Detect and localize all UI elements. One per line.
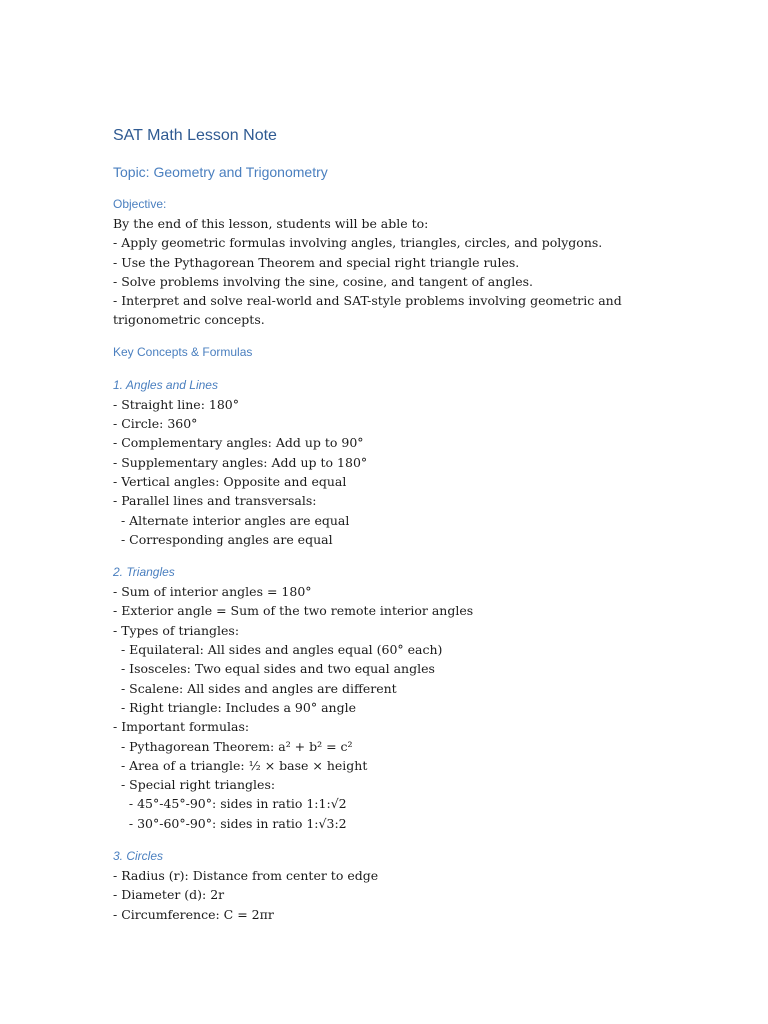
key-concepts-heading: Key Concepts & Formulas: [113, 344, 253, 359]
list-item: - Parallel lines and transversals:: [113, 493, 317, 509]
list-item: - Important formulas:: [113, 719, 250, 735]
objective-line: By the end of this lesson, students will be able to:: [113, 216, 429, 231]
list-item: - Pythagorean Theorem: a² + b² = c²: [113, 738, 353, 754]
list-item: - Area of a triangle: ½ × base × height: [113, 757, 368, 773]
list-item: - Vertical angles: Opposite and equal: [113, 473, 347, 489]
list-item: - Right triangle: Includes a 90° angle: [113, 699, 356, 715]
objective-body: [113, 214, 713, 330]
section-triangles: [113, 582, 713, 833]
section-circles: [113, 866, 713, 924]
topic-heading: Topic: Geometry and Trigonometry: [113, 164, 328, 180]
objective-line: - Apply geometric formulas involving angles, triangles, circles, and polygons.: [113, 235, 603, 251]
section-angles-lines: [113, 395, 713, 549]
list-item: - Straight line: 180°: [113, 396, 239, 412]
section-heading-circles: 3. Circles: [113, 849, 164, 864]
list-item: - 45°-45°-90°: sides in ratio 1:1:√2: [113, 796, 347, 812]
list-item: - Isosceles: Two equal sides and two equal angles: [113, 661, 435, 677]
list-item: - Special right triangles:: [113, 777, 276, 793]
list-item: - Equilateral: All sides and angles equal (60° each): [113, 642, 443, 658]
list-item: - Types of triangles:: [113, 622, 240, 638]
list-item: - Circle: 360°: [113, 416, 198, 432]
list-item: - Corresponding angles are equal: [113, 531, 333, 547]
list-item: - Radius (r): Distance from center to edge: [113, 868, 379, 884]
list-item: - Alternate interior angles are equal: [113, 512, 350, 528]
document-title: SAT Math Lesson Note: [113, 127, 277, 144]
objective-line: - Use the Pythagorean Theorem and special right triangle rules.: [113, 254, 520, 270]
list-item: - Complementary angles: Add up to 90°: [113, 435, 364, 451]
section-heading-angles-lines: 1. Angles and Lines: [113, 377, 218, 392]
list-item: - Diameter (d): 2r: [113, 887, 225, 903]
list-item: - 30°-60°-90°: sides in ratio 1:√3:2: [113, 815, 347, 831]
objective-line: trigonometric concepts.: [113, 312, 265, 328]
objective-line: - Interpret and solve real-world and SAT-style problems involving geometric and: [113, 293, 622, 309]
list-item: - Supplementary angles: Add up to 180°: [113, 454, 368, 470]
section-heading-triangles: 2. Triangles: [113, 565, 175, 580]
list-item: - Exterior angle = Sum of the two remote interior angles: [113, 603, 474, 619]
list-item: - Scalene: All sides and angles are different: [113, 680, 397, 696]
objective-heading: Objective:: [113, 197, 167, 211]
document-page: [113, 122, 713, 924]
objective-line: - Solve problems involving the sine, cosine, and tangent of angles.: [113, 273, 534, 289]
list-item: - Circumference: C = 2πr: [113, 906, 274, 922]
list-item: - Sum of interior angles = 180°: [113, 584, 312, 600]
